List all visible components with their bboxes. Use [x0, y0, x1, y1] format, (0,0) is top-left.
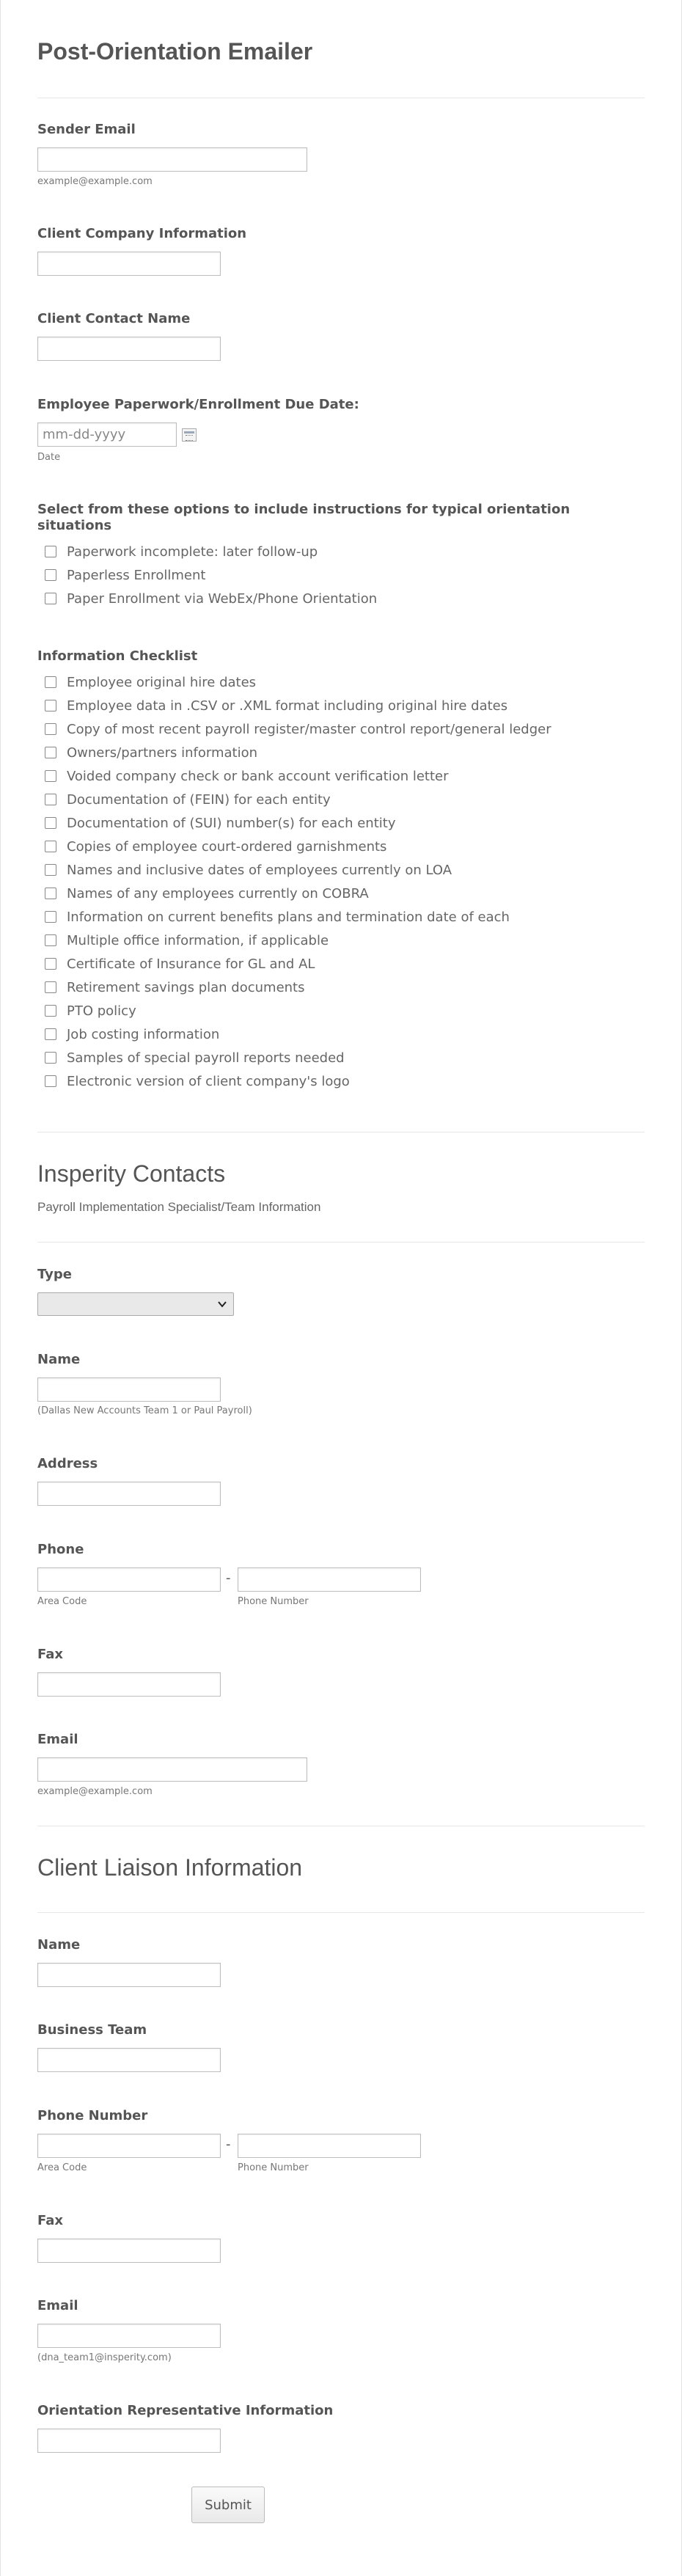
checklist-item-label: Certificate of Insurance for GL and AL [67, 956, 315, 972]
liaison-email-label: Email [37, 2298, 78, 2313]
insperity-email-label: Email [37, 1732, 78, 1747]
liaison-phone-number-hint: Phone Number [238, 2162, 309, 2173]
form-title: Post-Orientation Emailer [37, 38, 313, 65]
business-team-input[interactable] [37, 2048, 221, 2072]
checkbox[interactable] [45, 676, 56, 688]
checkbox-option[interactable] [45, 543, 318, 560]
checklist-label: Information Checklist [37, 648, 198, 664]
checklist-item-label: Names and inclusive dates of employees currently on LOA [67, 862, 452, 878]
area-code-hint: Area Code [37, 1596, 87, 1607]
checklist-item-label: Names of any employees currently on COBRA [67, 885, 369, 901]
insperity-email-hint: example@example.com [37, 1786, 153, 1797]
due-date-label: Employee Paperwork/Enrollment Due Date: [37, 397, 359, 412]
insperity-name-hint: (Dallas New Accounts Team 1 or Paul Payroll) [37, 1405, 252, 1416]
checklist-item[interactable] [45, 767, 449, 785]
calendar-icon[interactable] [182, 428, 197, 442]
liaison-name-input[interactable] [37, 1963, 221, 1987]
address-label: Address [37, 1456, 98, 1471]
checkbox[interactable] [45, 723, 56, 735]
checkbox[interactable] [45, 1052, 56, 1064]
liaison-fax-label: Fax [37, 2213, 63, 2228]
phone-number-input[interactable] [238, 1567, 421, 1592]
checklist-item[interactable] [45, 814, 395, 832]
phone-separator: - [226, 2137, 231, 2152]
chevron-down-icon [217, 1299, 227, 1309]
insperity-contacts-subheading: Payroll Implementation Specialist/Team Information [37, 1200, 321, 1214]
checkbox[interactable] [45, 911, 56, 923]
checkbox-label: Paper Enrollment via WebEx/Phone Orientation [67, 590, 378, 607]
business-team-label: Business Team [37, 2022, 147, 2038]
checklist-item-label: Samples of special payroll reports needed [67, 1050, 345, 1066]
checklist-item-label: Electronic version of client company's logo [67, 1073, 350, 1089]
checkbox[interactable] [45, 794, 56, 805]
checkbox-label: Paperless Enrollment [67, 567, 206, 583]
checklist-item[interactable] [45, 908, 510, 926]
checkbox[interactable] [45, 1075, 56, 1087]
checkbox[interactable] [45, 1005, 56, 1017]
checklist-item[interactable] [45, 791, 331, 808]
checklist-item[interactable] [45, 1002, 136, 1020]
checkbox[interactable] [45, 593, 56, 604]
client-company-label: Client Company Information [37, 226, 247, 241]
insperity-name-input[interactable] [37, 1377, 221, 1402]
type-label: Type [37, 1267, 72, 1282]
checklist-item[interactable] [45, 955, 315, 973]
checklist-item-label: Job costing information [67, 1026, 220, 1042]
liaison-email-hint: (dna_team1@insperity.com) [37, 2352, 172, 2363]
address-input[interactable] [37, 1482, 221, 1506]
checklist-item[interactable] [45, 932, 329, 949]
checklist-item-label: Retirement savings plan documents [67, 979, 305, 995]
checklist-item-label: Multiple office information, if applicable [67, 932, 329, 948]
checklist-item-label: Information on current benefits plans and termination date of each [67, 909, 510, 925]
client-liaison-heading: Client Liaison Information [37, 1854, 303, 1881]
checklist-item[interactable] [45, 1072, 350, 1090]
client-contact-input[interactable] [37, 337, 221, 361]
checklist-item-label: Copies of employee court-ordered garnishments [67, 838, 387, 855]
checkbox[interactable] [45, 841, 56, 852]
orientation-options-label: Select from these options to include instructions for typical orientation situations [37, 502, 571, 533]
checkbox[interactable] [45, 546, 56, 557]
submit-button[interactable]: Submit [191, 2487, 265, 2523]
divider [37, 1132, 645, 1133]
insperity-email-input[interactable] [37, 1757, 307, 1782]
checklist-item[interactable] [45, 697, 507, 714]
checklist-item[interactable] [45, 720, 551, 738]
sender-email-input[interactable] [37, 147, 307, 172]
orientation-rep-label: Orientation Representative Information [37, 2403, 334, 2418]
liaison-area-code-input[interactable] [37, 2134, 221, 2158]
liaison-fax-input[interactable] [37, 2239, 221, 2263]
checklist-item-label: PTO policy [67, 1003, 136, 1019]
checklist-item[interactable] [45, 978, 304, 996]
orientation-rep-input[interactable] [37, 2429, 221, 2453]
sender-email-hint: example@example.com [37, 176, 153, 187]
checklist-item-label: Copy of most recent payroll register/master control report/general ledger [67, 721, 551, 737]
checklist-item[interactable] [45, 885, 369, 902]
checkbox[interactable] [45, 958, 56, 970]
checklist-item[interactable] [45, 861, 452, 879]
liaison-phone-number-input[interactable] [238, 2134, 421, 2158]
phone-separator: - [226, 1570, 231, 1586]
checkbox-label: Paperwork incomplete: later follow-up [67, 544, 318, 560]
divider [37, 1912, 645, 1913]
checkbox[interactable] [45, 888, 56, 899]
liaison-area-code-hint: Area Code [37, 2162, 87, 2173]
checklist-item[interactable] [45, 838, 386, 855]
sender-email-label: Sender Email [37, 122, 136, 137]
checklist-item-label: Voided company check or bank account verification letter [67, 768, 449, 784]
checklist-item[interactable] [45, 744, 257, 761]
checklist-item-label: Employee original hire dates [67, 674, 257, 690]
divider [37, 1242, 645, 1243]
area-code-input[interactable] [37, 1567, 221, 1592]
checkbox[interactable] [45, 770, 56, 782]
client-contact-label: Client Contact Name [37, 311, 191, 326]
phone-label: Phone [37, 1542, 84, 1557]
fax-input[interactable] [37, 1672, 221, 1697]
checkbox[interactable] [45, 569, 56, 581]
due-date-input[interactable]: mm-dd-yyyy [37, 422, 177, 447]
phone-number-hint: Phone Number [238, 1596, 309, 1607]
checklist-item-label: Documentation of (SUI) number(s) for each entity [67, 815, 396, 831]
insperity-contacts-heading: Insperity Contacts [37, 1160, 226, 1187]
liaison-email-input[interactable] [37, 2324, 221, 2348]
liaison-phone-label: Phone Number [37, 2108, 148, 2123]
checkbox[interactable] [45, 817, 56, 829]
insperity-name-label: Name [37, 1352, 81, 1367]
checklist-item[interactable] [45, 673, 256, 691]
due-date-hint: Date [37, 452, 61, 463]
checkbox[interactable] [45, 981, 56, 993]
checklist-item-label: Documentation of (FEIN) for each entity [67, 791, 331, 808]
fax-label: Fax [37, 1647, 63, 1662]
checklist-item-label: Employee data in .CSV or .XML format including original hire dates [67, 698, 508, 714]
checklist-item[interactable] [45, 1025, 219, 1043]
checklist-item[interactable] [45, 1049, 345, 1066]
type-select[interactable] [37, 1292, 234, 1316]
checklist-item-label: Owners/partners information [67, 744, 257, 761]
checkbox[interactable] [45, 934, 56, 946]
checkbox[interactable] [45, 747, 56, 758]
client-company-input[interactable] [37, 252, 221, 276]
liaison-name-label: Name [37, 1937, 81, 1953]
checkbox[interactable] [45, 864, 56, 876]
checkbox-option[interactable] [45, 566, 205, 584]
checkbox-option[interactable] [45, 590, 377, 607]
checkbox[interactable] [45, 1028, 56, 1040]
checkbox[interactable] [45, 700, 56, 711]
